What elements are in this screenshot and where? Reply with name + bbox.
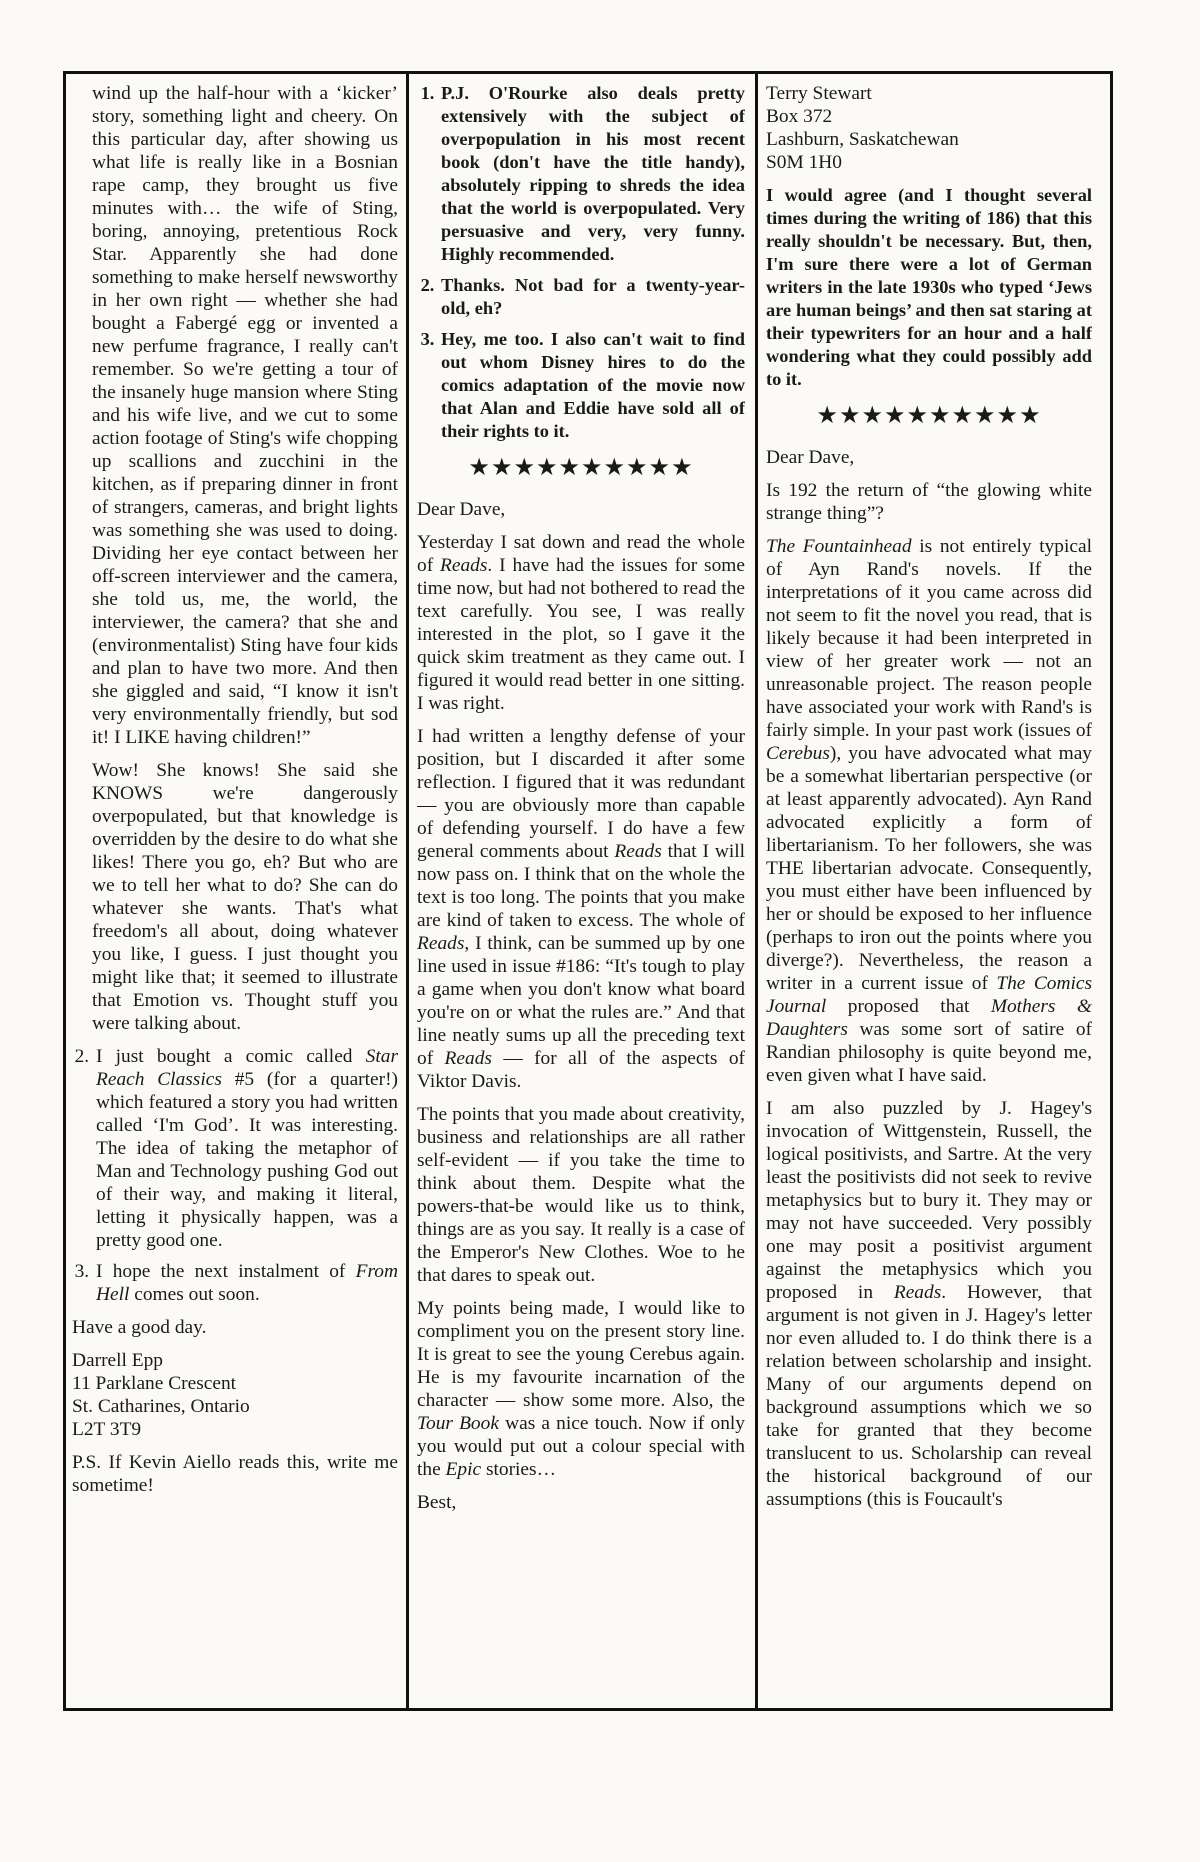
text: comes out soon. bbox=[129, 1284, 260, 1305]
paragraph: Is 192 the return of “the glowing white strange thing”? bbox=[766, 480, 1092, 524]
title: Reads bbox=[444, 1048, 492, 1069]
numbered-list bbox=[72, 1045, 398, 1306]
paragraph bbox=[417, 725, 745, 1093]
title: Epic bbox=[445, 1459, 482, 1480]
text: was a nice touch. Now if only you would put out a colour special with the bbox=[417, 1413, 745, 1480]
signature-line: St. Catharines, Ontario bbox=[72, 1396, 250, 1417]
title: Mothers & Daughters bbox=[766, 996, 1092, 1040]
signature-line: 11 Parklane Crescent bbox=[72, 1373, 237, 1394]
comic-title: Star Reach Classics bbox=[96, 1046, 398, 1090]
sender-address bbox=[766, 82, 1092, 174]
address-line: Terry Stewart bbox=[766, 83, 872, 104]
closing: Best, bbox=[417, 1492, 457, 1513]
text: I hope the next instalment of bbox=[96, 1261, 356, 1282]
editor-note: 1. P.J. O'Rourke also deals pretty extensively with the subject of overpopulation in his most recent book (don't have the title handy), absolutely ripping to shreds the idea that the world is overpopulated. Very persuasive and very, very funny. Highly recommended. bbox=[439, 82, 745, 266]
title: Reads bbox=[614, 841, 662, 862]
editor-note: 2. Thanks. Not bad for a twenty-year-old, eh? bbox=[439, 274, 745, 320]
letter-column-1 bbox=[72, 82, 398, 1700]
paragraph bbox=[417, 1297, 745, 1481]
text: Yesterday I sat down and read the whole of bbox=[417, 532, 745, 576]
title: The Fountainhead bbox=[766, 536, 912, 557]
title: Reads bbox=[440, 555, 488, 576]
paragraph: The points that you made about creativity, business and relationships are all rather self-evident — if you take the time to think about them. Despite what the powers-that-be would like us to think, things are as you say. It really is a case of the Emperor's New Clothes. Woe to he that dares to speak out. bbox=[417, 1104, 745, 1286]
star-divider: ★★★★★★★★★★ bbox=[816, 403, 1042, 429]
signature-line: Darrell Epp bbox=[72, 1350, 163, 1371]
text: — for all of the aspects of Viktor Davis. bbox=[417, 1048, 745, 1092]
text: is not entirely typical of Ayn Rand's novels. If the interpretations of it you came across did not seem to fit the novel you read, that is likely because it had been interpreted in view of her greater work — not an unreasonable project. The reason people have associated your work with Rand's is fairly simple. In your past work (issues of bbox=[766, 536, 1092, 741]
address-line: S0M 1H0 bbox=[766, 152, 842, 173]
paragraph bbox=[417, 531, 745, 715]
star-divider: ★★★★★★★★★★ bbox=[468, 455, 694, 481]
column-divider bbox=[406, 74, 409, 1708]
letters-page-frame bbox=[63, 71, 1113, 1711]
text: that I will now pass on. I think that on the whole the text is too long. The points that you make are kind of taken to excess. The whole of bbox=[417, 841, 745, 931]
text: I am also puzzled by J. Hagey's invocation of Wittgenstein, Russell, the logical positivists, and Sartre. At the very least the positivists did not seek to revive metaphysics but to bury it. They may or may not have succeeded. Very possibly one may posit a positivist argument against the metaphysics which you proposed in bbox=[766, 1098, 1092, 1303]
letter-column-2 bbox=[417, 82, 745, 1700]
editor-notes bbox=[417, 82, 745, 443]
address-line: Box 372 bbox=[766, 106, 833, 127]
editor-note: 3. Hey, me too. I also can't wait to find out whom Disney hires to do the comics adaptation of the movie now that Alan and Eddie have sold all of their rights to it. bbox=[439, 328, 745, 443]
editor-reply: I would agree (and I thought several times during the writing of 186) that this really shouldn't be necessary. But, then, I'm sure there were a lot of German writers in the late 1930s who typed ‘Jews are human beings’ and then sat staring at their typewriters for an hour and a half wondering what they could possibly add to it. bbox=[766, 185, 1092, 389]
list-item bbox=[94, 1045, 398, 1252]
paragraph: wind up the half-hour with a ‘kicker’ story, something light and cheery. On this particular day, after showing us what life is really like in a Bosnian rape camp, they brought us five minutes with… the wife of Sting, boring, annoying, pretentious Rock Star. Apparently she had done something to make herself newsworthy in her own right — whether she had bought a Fabergé egg or invented a new perfume fragrance, I really can't remember. So we're getting a tour of the insanely huge mansion where Sting and his wife live, and we cut to some action footage of Sting's wife chopping up scallions and zucchini in the kitchen, as if preparing dinner in front of strangers, cameras, and bright lights was something she was used to doing. Dividing her eye contact between her off-screen interviewer and the camera, she told us, me, the world, the interviewer, the camera? that she and (environmentalist) Sting have four kids and plan to have two more. And then she giggled and said, “I know it isn't very environmentally friendly, but sod it! I LIKE having children!” bbox=[92, 83, 398, 748]
title: Reads bbox=[893, 1282, 942, 1303]
text: I had written a lengthy defense of your position, but I discarded it after some reflection. I figured that it was redundant — you are obviously more than capable of defending yourself. I do have a few general comments about bbox=[417, 726, 745, 862]
continued-item-1 bbox=[72, 82, 398, 1035]
text: stories… bbox=[481, 1459, 556, 1480]
text: #5 (for a quarter!) which featured a story you had written called ‘I'm God’. It was interesting. The idea of taking the metaphor of Man and Technology pushing God out of their way, and making it literal, letting it physically happen, was a pretty good one. bbox=[96, 1069, 398, 1251]
comic-title: From Hell bbox=[96, 1261, 398, 1305]
salutation: Dear Dave, bbox=[766, 447, 855, 468]
text: ), you have advocated what may be a somewhat libertarian perspective (or at least apparently advocated). Ayn Rand advocated explicitly a form of libertarianism. To her followers, she was THE libertarian advocate. Consequently, you must either have been influenced by her or should be exposed to her influence (perhaps to iron out the points where you diverge?). Nevertheless, the reason a writer in a current issue of bbox=[766, 743, 1092, 994]
title: Reads bbox=[417, 933, 465, 954]
title: Tour Book bbox=[417, 1413, 499, 1434]
signature-line: L2T 3T9 bbox=[72, 1419, 142, 1440]
signature-address bbox=[72, 1349, 398, 1441]
text: proposed that bbox=[826, 996, 991, 1017]
column-divider bbox=[755, 74, 758, 1708]
text: was some sort of satire of Randian philosophy is quite beyond me, even given what I have said. bbox=[766, 1019, 1092, 1086]
text: I just bought a comic called bbox=[96, 1046, 366, 1067]
salutation: Dear Dave, bbox=[417, 499, 506, 520]
text: My points being made, I would like to compliment you on the present story line. It is great to see the young Cerebus again. He is my favourite incarnation of the character — show some more. Also, the bbox=[417, 1298, 745, 1411]
paragraph bbox=[766, 535, 1092, 1087]
list-item bbox=[94, 1260, 398, 1306]
text: , I think, can be summed up by one line used in issue #186: “It's tough to play a game when you don't know what board you're on or what the rules are.” And that line neatly sums up all the preceding text of bbox=[417, 933, 745, 1069]
letter-column-3 bbox=[766, 82, 1092, 1700]
address-line: Lashburn, Saskatchewan bbox=[766, 129, 959, 150]
postscript: P.S. If Kevin Aiello reads this, write me sometime! bbox=[72, 1452, 398, 1496]
title: Cerebus bbox=[766, 743, 830, 764]
text: . However, that argument is not given in J. Hagey's letter nor even alluded to. I do think there is a relation between scholarship and insight. Many of our arguments depend on background assumptions which we so take for granted that they become translucent to us. Scholarship can reveal the historical background of our assumptions (this is Foucault's bbox=[766, 1282, 1092, 1510]
title: The Comics Journal bbox=[766, 973, 1092, 1017]
paragraph: Wow! She knows! She said she KNOWS we're dangerously overpopulated, but that knowledge is overridden by the desire to do what she likes! There you go, eh? But who are we to tell her what to do? She can do whatever she wants. That's what freedom's all about, doing whatever you like, I guess. I just thought you might like that; it seemed to illustrate that Emotion vs. Thought stuff you were talking about. bbox=[92, 760, 398, 1034]
text: . I have had the issues for some time now, but had not bothered to read the text carefully. You see, I was really interested in the plot, so I gave it the quick skim treatment as they came out. I figured it would read better in one sitting. I was right. bbox=[417, 555, 745, 714]
closing: Have a good day. bbox=[72, 1317, 207, 1338]
paragraph bbox=[766, 1097, 1092, 1511]
